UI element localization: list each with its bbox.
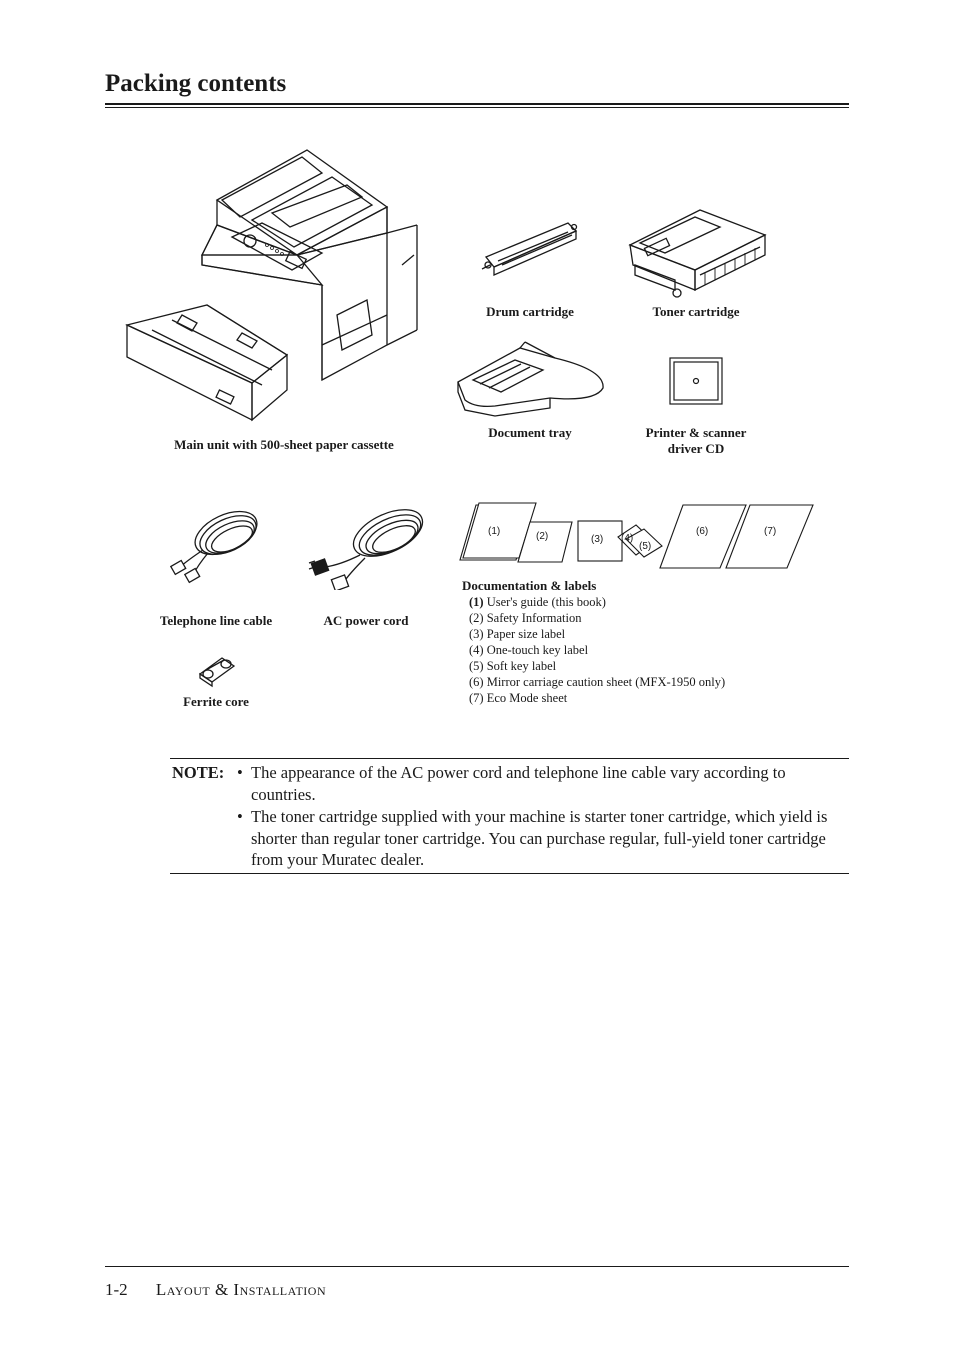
list-item-text: Soft key label bbox=[486, 659, 557, 673]
list-item bbox=[462, 690, 725, 706]
document-tray-illustration bbox=[455, 340, 607, 420]
doc-label-1: (1) bbox=[488, 526, 501, 537]
main-unit-illustration bbox=[122, 145, 427, 430]
note-item: The appearance of the AC power cord and telephone line cable vary according to countries. bbox=[251, 763, 786, 804]
main-unit-caption: Main unit with 500-sheet paper cassette bbox=[174, 437, 394, 452]
ac-cord-caption: AC power cord bbox=[323, 613, 409, 628]
drum-cartridge-caption: Drum cartridge bbox=[486, 304, 574, 319]
list-item-text: Safety Information bbox=[486, 611, 582, 625]
list-item-text: One-touch key label bbox=[486, 643, 589, 657]
page-footer bbox=[105, 1280, 326, 1300]
documentation-heading: Documentation & labels bbox=[462, 578, 597, 593]
page-number: 1-2 bbox=[105, 1280, 128, 1299]
title-rule bbox=[105, 103, 849, 105]
cd-caption bbox=[626, 425, 766, 457]
note-bullet: • bbox=[237, 807, 243, 826]
page-title: Packing contents bbox=[105, 70, 287, 97]
list-item-text: User's guide (this book) bbox=[486, 595, 606, 609]
telephone-cable-caption: Telephone line cable bbox=[159, 613, 273, 628]
doc-label-7: (7) bbox=[764, 526, 777, 537]
toner-cartridge-illustration bbox=[625, 205, 770, 300]
list-item-number: (3) bbox=[469, 627, 484, 641]
footer-rule bbox=[105, 1266, 849, 1267]
doc-label-3: (3) bbox=[591, 534, 604, 545]
note-item: The toner cartridge supplied with your machine is starter toner cartridge, which yield is shorter than regular toner cartridge. You can purchase regular, full-yield toner cartridge from your Muratec dealer. bbox=[251, 807, 828, 869]
documentation-list bbox=[462, 578, 725, 706]
toner-cartridge-caption: Toner cartridge bbox=[652, 304, 740, 319]
note-rule-bottom bbox=[170, 873, 849, 874]
ferrite-core-caption: Ferrite core bbox=[183, 694, 249, 709]
list-item bbox=[462, 610, 725, 626]
list-item-number: (6) bbox=[469, 675, 484, 689]
list-item-number: (2) bbox=[469, 611, 484, 625]
list-item-number: (1) bbox=[469, 595, 484, 609]
list-item-number: (7) bbox=[469, 691, 484, 705]
ferrite-core-illustration bbox=[196, 652, 238, 688]
cd-caption-line1: Printer & scanner bbox=[645, 425, 747, 440]
list-item-text: Mirror carriage caution sheet (MFX-1950 only) bbox=[486, 675, 726, 689]
list-item bbox=[462, 626, 725, 642]
ac-cord-illustration bbox=[305, 505, 430, 590]
list-item-number: (4) bbox=[469, 643, 484, 657]
cd-caption-line2: driver CD bbox=[667, 441, 725, 456]
list-item bbox=[462, 658, 725, 674]
note-bullet: • bbox=[237, 763, 243, 782]
telephone-cable-illustration bbox=[168, 505, 268, 585]
doc-label-6: (6) bbox=[696, 526, 709, 537]
note-label: NOTE: bbox=[172, 763, 225, 782]
list-item bbox=[462, 642, 725, 658]
list-item bbox=[462, 674, 725, 690]
document-tray-caption: Document tray bbox=[488, 425, 572, 440]
cd-illustration bbox=[669, 357, 723, 405]
list-item bbox=[462, 594, 725, 610]
list-item-text: Eco Mode sheet bbox=[486, 691, 568, 705]
doc-label-5: (5) bbox=[639, 541, 652, 552]
drum-cartridge-illustration bbox=[478, 215, 583, 280]
section-title: Layout & Installation bbox=[155, 1280, 327, 1299]
documentation-illustration bbox=[458, 502, 818, 572]
list-item-text: Paper size label bbox=[486, 627, 566, 641]
title-rule-thin bbox=[105, 107, 849, 108]
note-rule-top bbox=[170, 758, 849, 759]
doc-label-4: (4) bbox=[621, 533, 634, 544]
list-item-number: (5) bbox=[469, 659, 484, 673]
doc-label-2: (2) bbox=[536, 531, 549, 542]
